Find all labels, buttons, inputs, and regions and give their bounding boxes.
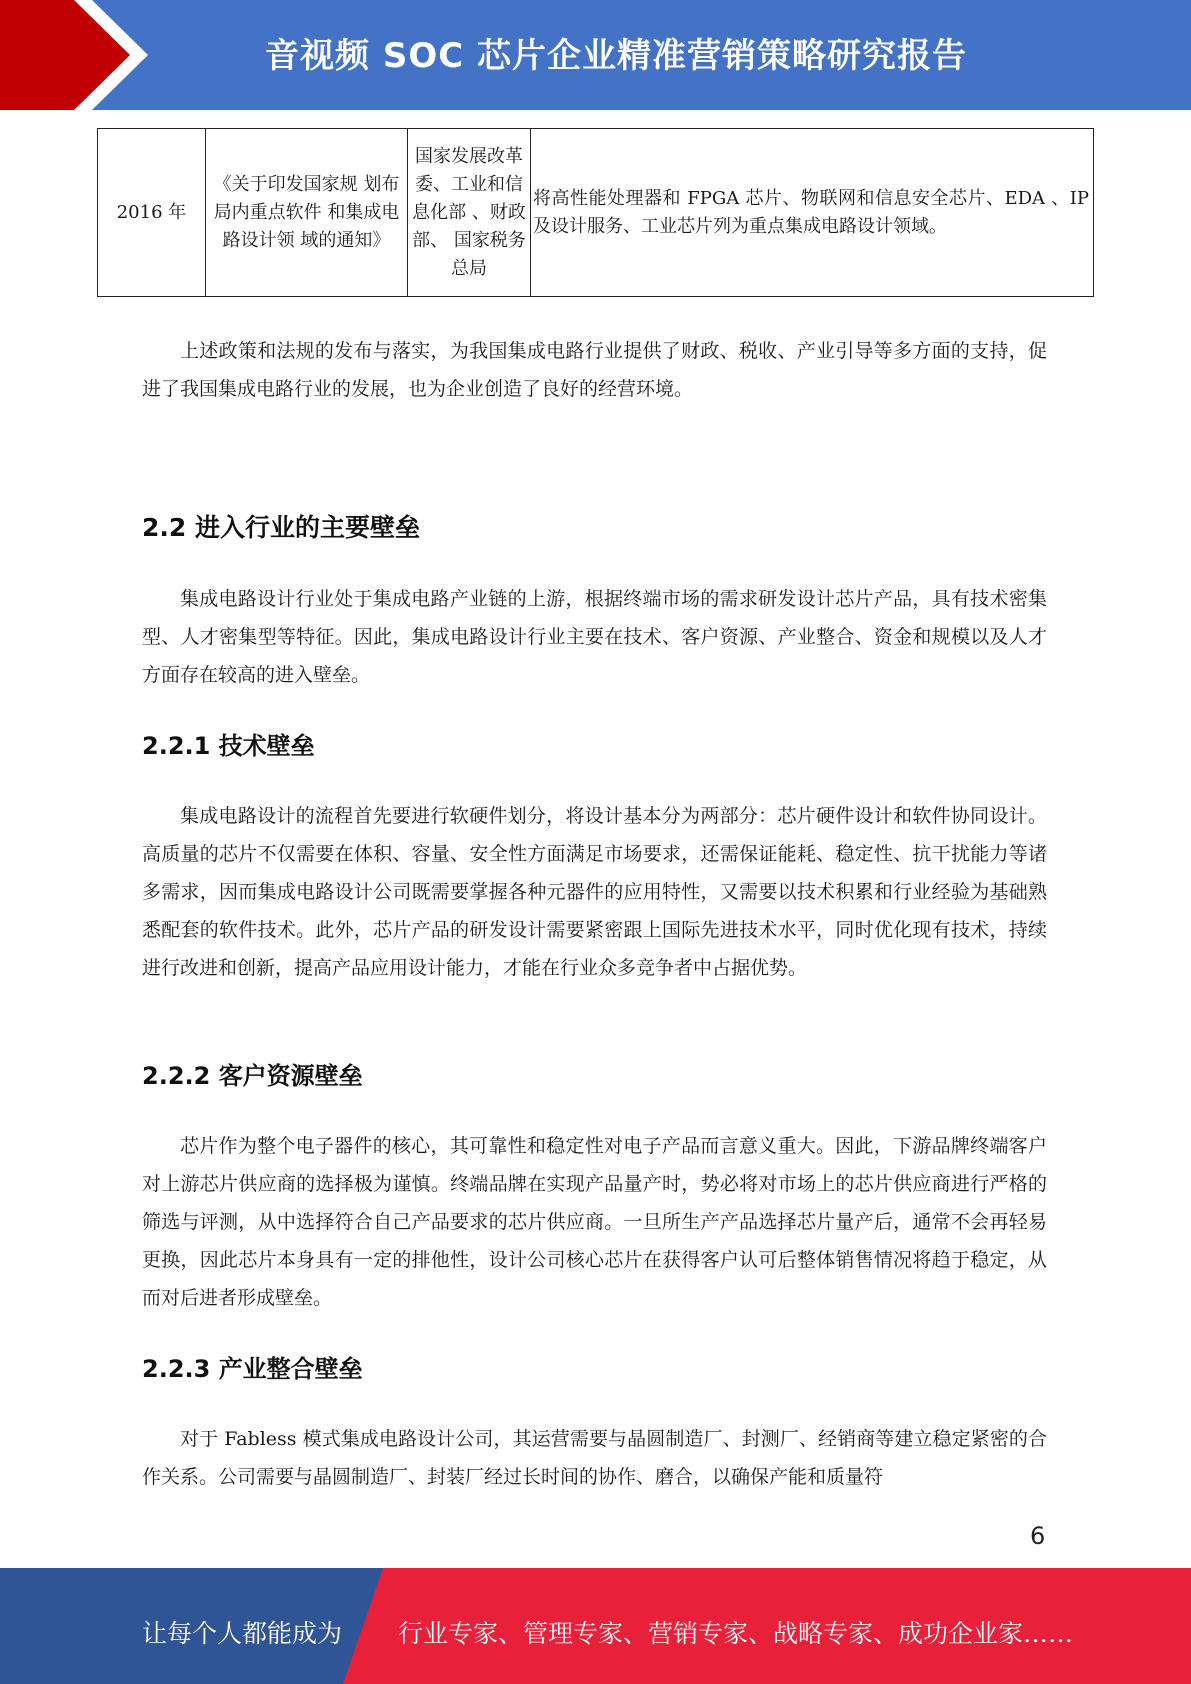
table-row [98,129,1094,297]
section-heading-2-2-2: 2.2.2 客户资源壁垒 [142,1062,363,1090]
cell-year: 2016 年 [98,129,206,297]
page-header [0,0,1191,110]
cell-document: 《关于印发国家规 划布局内重点软件 和集成电路设计领 域的通知》 [206,129,408,297]
policy-table [97,128,1094,297]
cell-departments: 国家发展改革委、工业和信息化部 、财政部、 国家税务 总局 [408,129,531,297]
footer-slogan-right: 行业专家、管理专家、营销专家、战略专家、成功企业家…… [398,1619,1074,1648]
page-number: 6 [1030,1522,1046,1550]
tech-barrier-paragraph: 集成电路设计的流程首先要进行软硬件划分，将设计基本分为两部分：芯片硬件设计和软件协同设计。高质量的芯片不仅需要在体积、容量、安全性方面满足市场要求，还需保证能耗、稳定性、抗干扰能力等诸多需求，因而集成电路设计公司既需要掌握各种元器件的应用特性，又需要以技术积累和行业经验为基础熟悉配套的软件技术。此外，芯片产品的研发设计需要紧密跟上国际先进技术水平，同时优化现有技术，持续进行改进和创新，提高产品应用设计能力，才能在行业众多竞争者中占据优势。 [142,805,1047,979]
section-heading-2-2: 2.2 进入行业的主要壁垒 [142,513,420,542]
customer-barrier-paragraph: 芯片作为整个电子器件的核心，其可靠性和稳定性对电子产品而言意义重大。因此，下游品牌终端客户对上游芯片供应商的选择极为谨慎。终端品牌在实现产品量产时，势必将对市场上的芯片供应商进行严格的筛选与评测，从中选择符合自己产品要求的芯片供应商。一旦所生产产品选择芯片量产后，通常不会再轻易更换，因此芯片本身具有一定的排他性，设计公司核心芯片在获得客户认可后整体销售情况将趋于稳定，从而对后进者形成壁垒。 [142,1135,1047,1309]
page-footer [0,1568,1191,1684]
summary-paragraph: 上述政策和法规的发布与落实，为我国集成电路行业提供了财政、税收、产业引导等多方面的支持，促进了我国集成电路行业的发展，也为企业创造了良好的经营环境。 [142,340,1047,400]
section-heading-2-2-1: 2.2.1 技术壁垒 [142,732,315,760]
header-arrow-decoration [0,0,160,110]
footer-slogan-left: 让每个人都能成为 [142,1619,343,1648]
barriers-intro-paragraph: 集成电路设计行业处于集成电路产业链的上游，根据终端市场的需求研发设计芯片产品，具有技术密集型、人才密集型等特征。因此，集成电路设计行业主要在技术、客户资源、产业整合、资金和规模以及人才方面存在较高的进入壁垒。 [142,588,1047,686]
section-heading-2-2-3: 2.2.3 产业整合壁垒 [142,1355,363,1383]
report-title: 音视频 SOC 芯片企业精准营销策略研究报告 [265,36,968,76]
cell-content: 将高性能处理器和 FPGA 芯片、物联网和信息安全芯片、EDA 、IP 及设计服务、工业芯片列为重点集成电路设计领域。 [531,129,1094,297]
industry-barrier-paragraph: 对于 Fabless 模式集成电路设计公司，其运营需要与晶圆制造厂、封测厂、经销商等建立稳定紧密的合作关系。公司需要与晶圆制造厂、封装厂经过长时间的协作、磨合，以确保产能和质量符 [142,1428,1047,1488]
